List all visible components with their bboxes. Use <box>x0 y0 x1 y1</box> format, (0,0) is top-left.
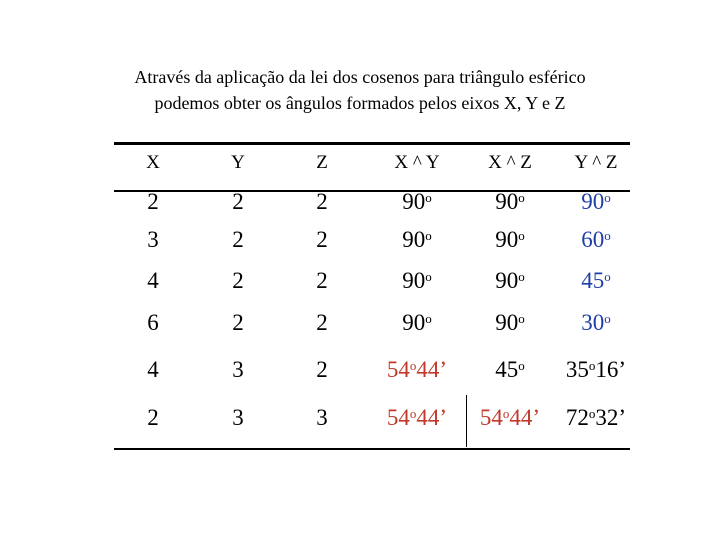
table-cell: 35$^o$16’ <box>565 357 627 382</box>
caption-line-2: podemos obter os ângulos formados pelos eixos X, Y e Z <box>154 93 566 113</box>
table-cell: 2 <box>147 189 159 214</box>
table-cell: 3 <box>232 357 244 382</box>
table-cell: 2 <box>232 189 244 214</box>
table-cell: 2 <box>316 268 328 293</box>
table-cell: 2 <box>316 310 328 335</box>
column-divider <box>466 395 467 447</box>
table-bottom-rule <box>114 448 630 450</box>
table-cell: 90$^o$ <box>402 227 432 252</box>
table-cell: 3 <box>147 227 159 252</box>
table-cell: 45$^o$ <box>495 357 525 382</box>
table-cell: 2 <box>147 405 159 430</box>
table-cell: 4 <box>147 357 159 382</box>
table-cell: 2 <box>232 310 244 335</box>
table-top-rule <box>114 142 630 145</box>
table-cell: 2 <box>316 189 328 214</box>
table-cell: 90$^o$ <box>402 268 432 293</box>
table-caption <box>60 64 660 116</box>
column-header: X <box>146 152 160 173</box>
table-cell: 4 <box>147 268 159 293</box>
column-header: Y <box>231 152 245 173</box>
column-header: X ^ Y <box>394 152 440 173</box>
table-cell: 54$^o$44’ <box>386 405 448 430</box>
table-cell: 90$^o$ <box>495 227 525 252</box>
table-cell: 2 <box>232 227 244 252</box>
table-cell: 54$^o$44’ <box>386 357 448 382</box>
column-header: Y ^ Z <box>574 152 618 173</box>
table-cell: 72$^o$32’ <box>565 405 627 430</box>
table-cell: 2 <box>316 357 328 382</box>
table-cell: 30$^o$ <box>581 310 611 335</box>
table-cell: 2 <box>316 227 328 252</box>
table-cell: 45$^o$ <box>581 268 611 293</box>
table-cell: 60$^o$ <box>581 227 611 252</box>
table-cell: 90$^o$ <box>402 310 432 335</box>
table-cell: 90$^o$ <box>495 189 525 214</box>
table-cell: 90$^o$ <box>495 310 525 335</box>
column-header: Z <box>316 152 328 173</box>
caption-line-1: Através da aplicação da lei dos cosenos para triângulo esférico <box>134 67 586 87</box>
table-cell: 2 <box>232 268 244 293</box>
table-cell: 6 <box>147 310 159 335</box>
table-cell: 54$^o$44’ <box>479 405 541 430</box>
table-cell: 90$^o$ <box>402 189 432 214</box>
table-cell: 3 <box>316 405 328 430</box>
column-header: X ^ Z <box>488 152 532 173</box>
table-cell: 3 <box>232 405 244 430</box>
table-cell: 90$^o$ <box>495 268 525 293</box>
table-cell: 90$^o$ <box>581 189 611 214</box>
